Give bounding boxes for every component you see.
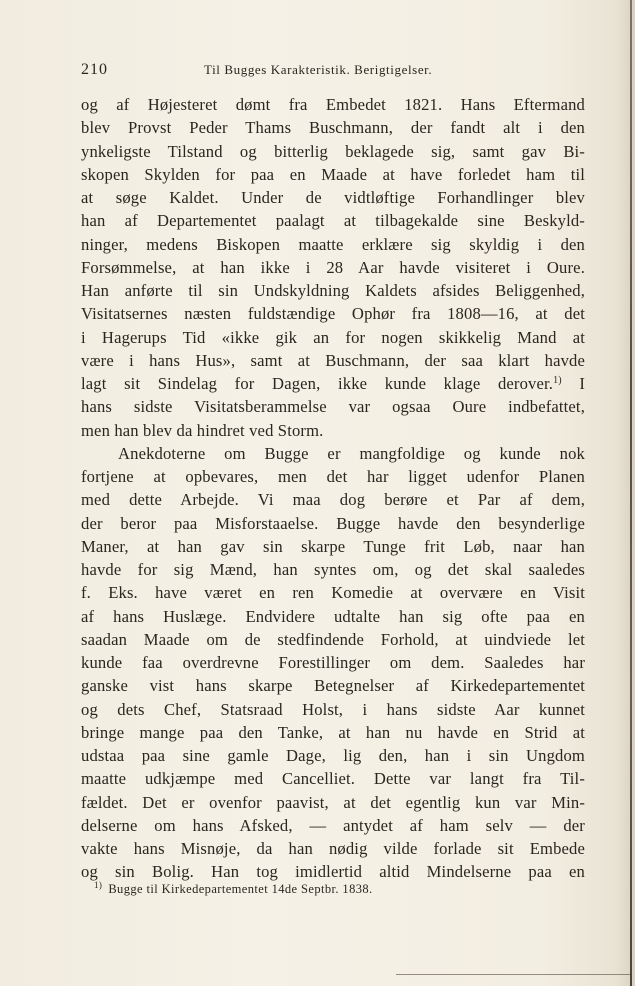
text-line: og af Højesteret dømt fra Embedet 1821. Hans Eftermand [81,95,585,114]
text-line-with-footnote [81,372,585,395]
text-line: saadan Maade om de stedfindende Forhold, at uindviede let [81,629,585,649]
text-line: kunde faa overdrevne Forestillinger om dem. Saaledes har [81,653,585,672]
text-line: med dette Arbejde. Vi maa dog berøre et Par af dem, [81,490,585,510]
text-line: Han anførte til sin Undskyldning Kaldets afsides Beliggenhed, [81,281,585,300]
page-edge-shadow [630,0,632,986]
footnote [94,880,373,897]
text-line: havde for sig Mænd, han syntes om, og det skal saaledes [81,560,585,579]
text-line: fældet. Det er ovenfor paavist, at det egentlig kun var Min- [81,792,585,812]
text-line: Visitatsernes næsten fuldstændige Ophør fra 1808—16, at det [81,304,585,324]
text-line: skopen Skylden for paa en Maade at have forledet ham til [81,164,585,184]
text-line: ganske vist hans skarpe Betegnelser af Kirkedepartementet [81,676,585,696]
text-line: være i hans Hus», samt at Buschmann, der saa klart havde [81,350,585,370]
text-line: blev Provst Peder Thams Buschmann, der fandt alt i den [81,118,585,138]
paragraph-first-line: Anekdoterne om Bugge er mangfoldige og kunde nok [118,443,585,463]
page-bottom-rule [396,974,630,975]
text-line: vakte hans Misnøje, da han nødig vilde forlade sit Embede [81,839,585,858]
text-line: f. Eks. have været en ren Komedie at overvære en Visit [81,583,585,603]
text-line: der beror paa Misforstaaelse. Bugge havde den besynderlige [81,513,585,533]
text-line: fortjene at opbevares, men det har ligget udenfor Planen [81,467,585,486]
text-line: bringe mange paa den Tanke, at han nu havde en Strid at [81,722,585,742]
text-line: han af Departementet paalagt at tilbagekalde sine Beskyld- [81,211,585,231]
text-line: i Hagerups Tid «ikke gik an for nogen skikkelig Mand at [81,327,585,347]
text-line: Maner, at han gav sin skarpe Tunge frit Løb, naar han [81,536,585,556]
text-line: at søge Kaldet. Under de vidtløftige Forhandlinger blev [81,188,585,207]
text-line: hans sidste Visitatsberammelse var ogsaa Oure indbefattet, [81,397,585,417]
text-line: Forsømmelse, at han ikke i 28 Aar havde visiteret i Oure. [81,257,585,277]
text-line: ninger, medens Biskopen maatte erklære sig skyldig i den [81,234,585,254]
text-segment: lagt sit Sindelag for Dagen, ikke kunde klage derover. [81,374,554,393]
page-header [81,61,551,81]
text-line: og sin Bolig. Han tog imidlertid altid Mindelserne paa en [81,862,585,882]
footnote-reference: 1) [553,375,562,386]
page-number: 210 [81,61,108,78]
text-line: maatte udkjæmpe med Cancelliet. Dette var langt fra Til- [81,769,585,789]
text-line: delserne om hans Afsked, — antydet af ham selv — der [81,815,585,835]
text-line: af hans Huslæge. Endvidere udtalte han sig ofte paa en [81,606,585,626]
text-segment: I [579,374,585,393]
running-title: Til Bugges Karakteristik. Berigtigelser. [204,62,433,77]
body-text [81,93,585,884]
text-line: ynkeligste Tilstand og bitterlig beklagede sig, samt gav Bi- [81,141,585,161]
footnote-text: Bugge til Kirkedepartementet 14de Septbr. 1838. [108,882,373,896]
text-line: men han blev da hindret ved Storm. [81,420,324,440]
text-line: og dets Chef, Statsraad Holst, i hans sidste Aar kunnet [81,699,585,719]
footnote-marker: 1) [94,880,103,890]
text-line: udstaa paa sine gamle Dage, lig den, han i sin Ungdom [81,746,585,765]
